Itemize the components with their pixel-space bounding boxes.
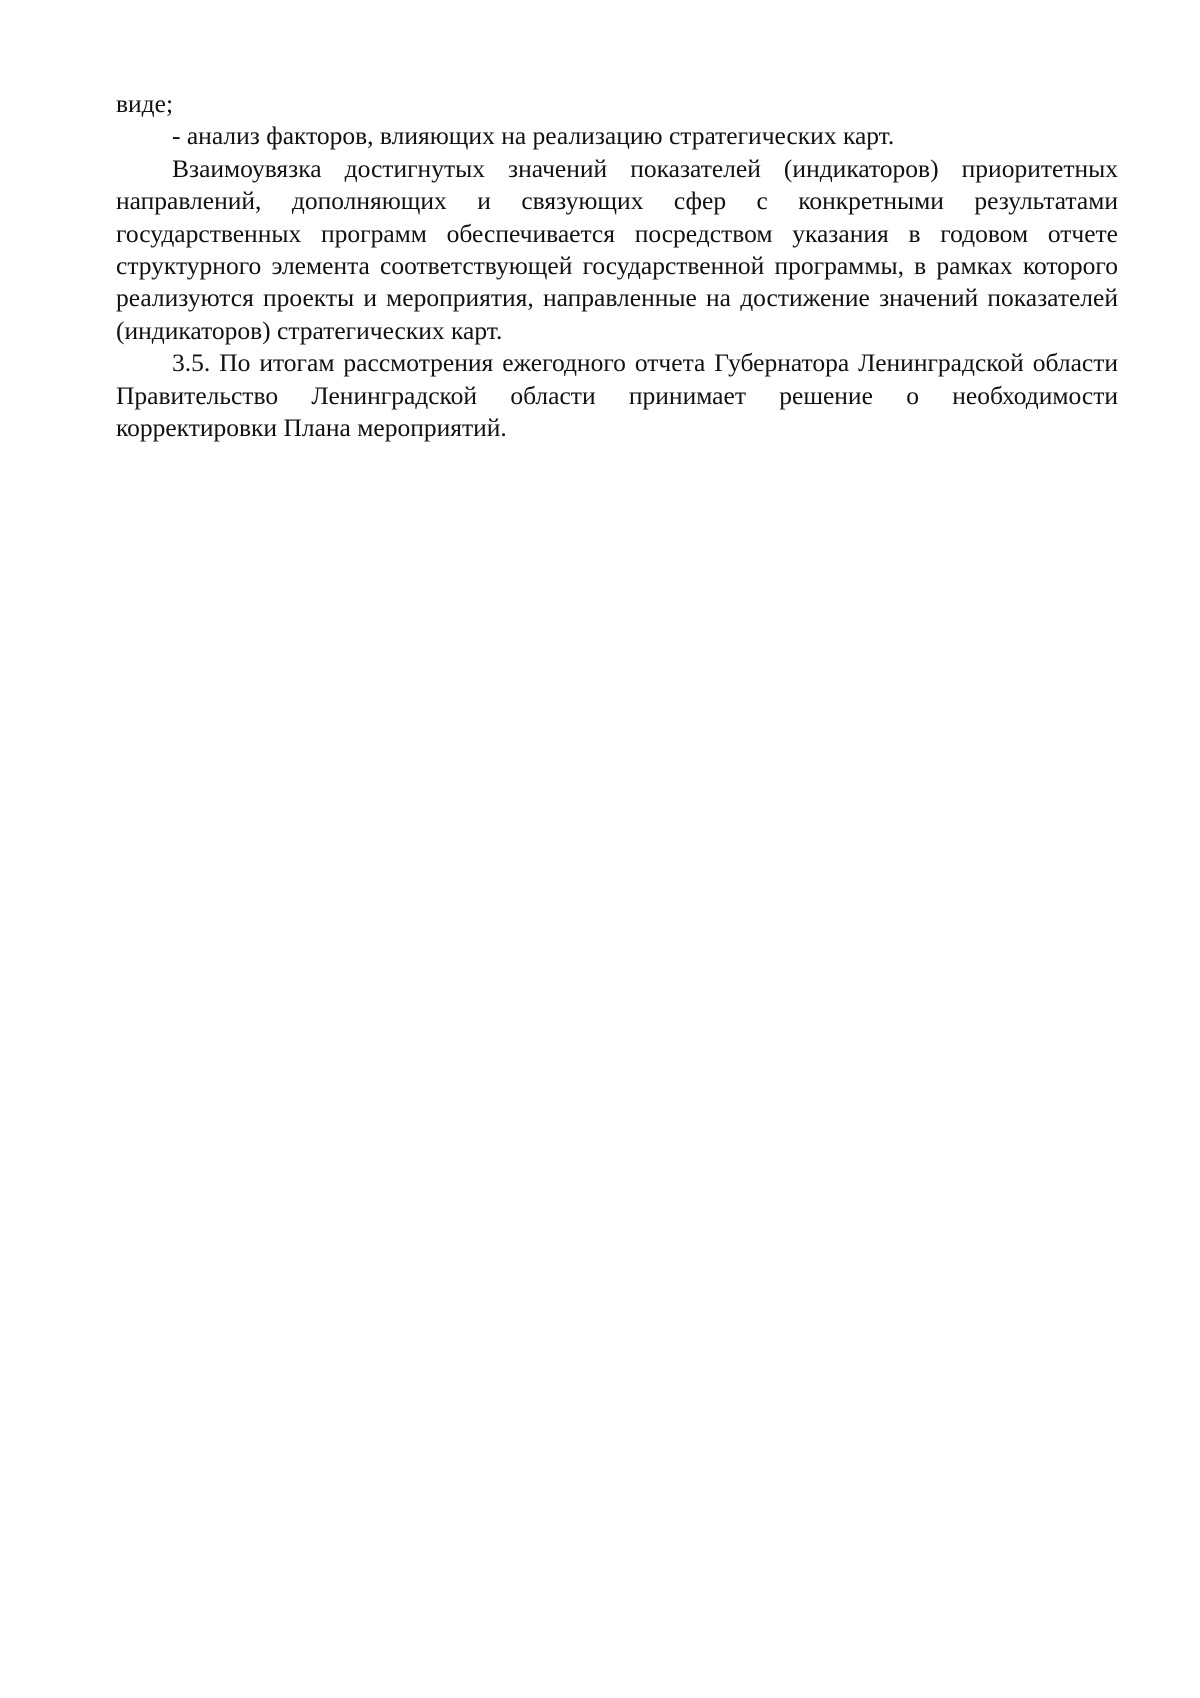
document-body: [116, 88, 1118, 444]
paragraph-continuation: виде;: [116, 89, 174, 118]
paragraph-list-item: - анализ факторов, влияющих на реализацию стратегических карт.: [172, 121, 895, 151]
paragraph-section-3-5: 3.5. По итогам рассмотрения ежегодного отчета Губернатора Ленинградской области Правительство Ленинградской области принимает решение о необходимости корректировки Плана мероприятий.: [116, 348, 1118, 443]
paragraph-linkage: Взаимоувязка достигнутых значений показателей (индикаторов) приоритетных направлений, дополняющих и связующих сфер с конкретными результатами государственных программ обеспечивается посредством указания в годовом отчете структурного элемента соответствующей государственной программы, в рамках которого реализуются проекты и мероприятия, направленные на достижение значений показателей (индикаторов) стратегических карт.: [116, 153, 1118, 345]
